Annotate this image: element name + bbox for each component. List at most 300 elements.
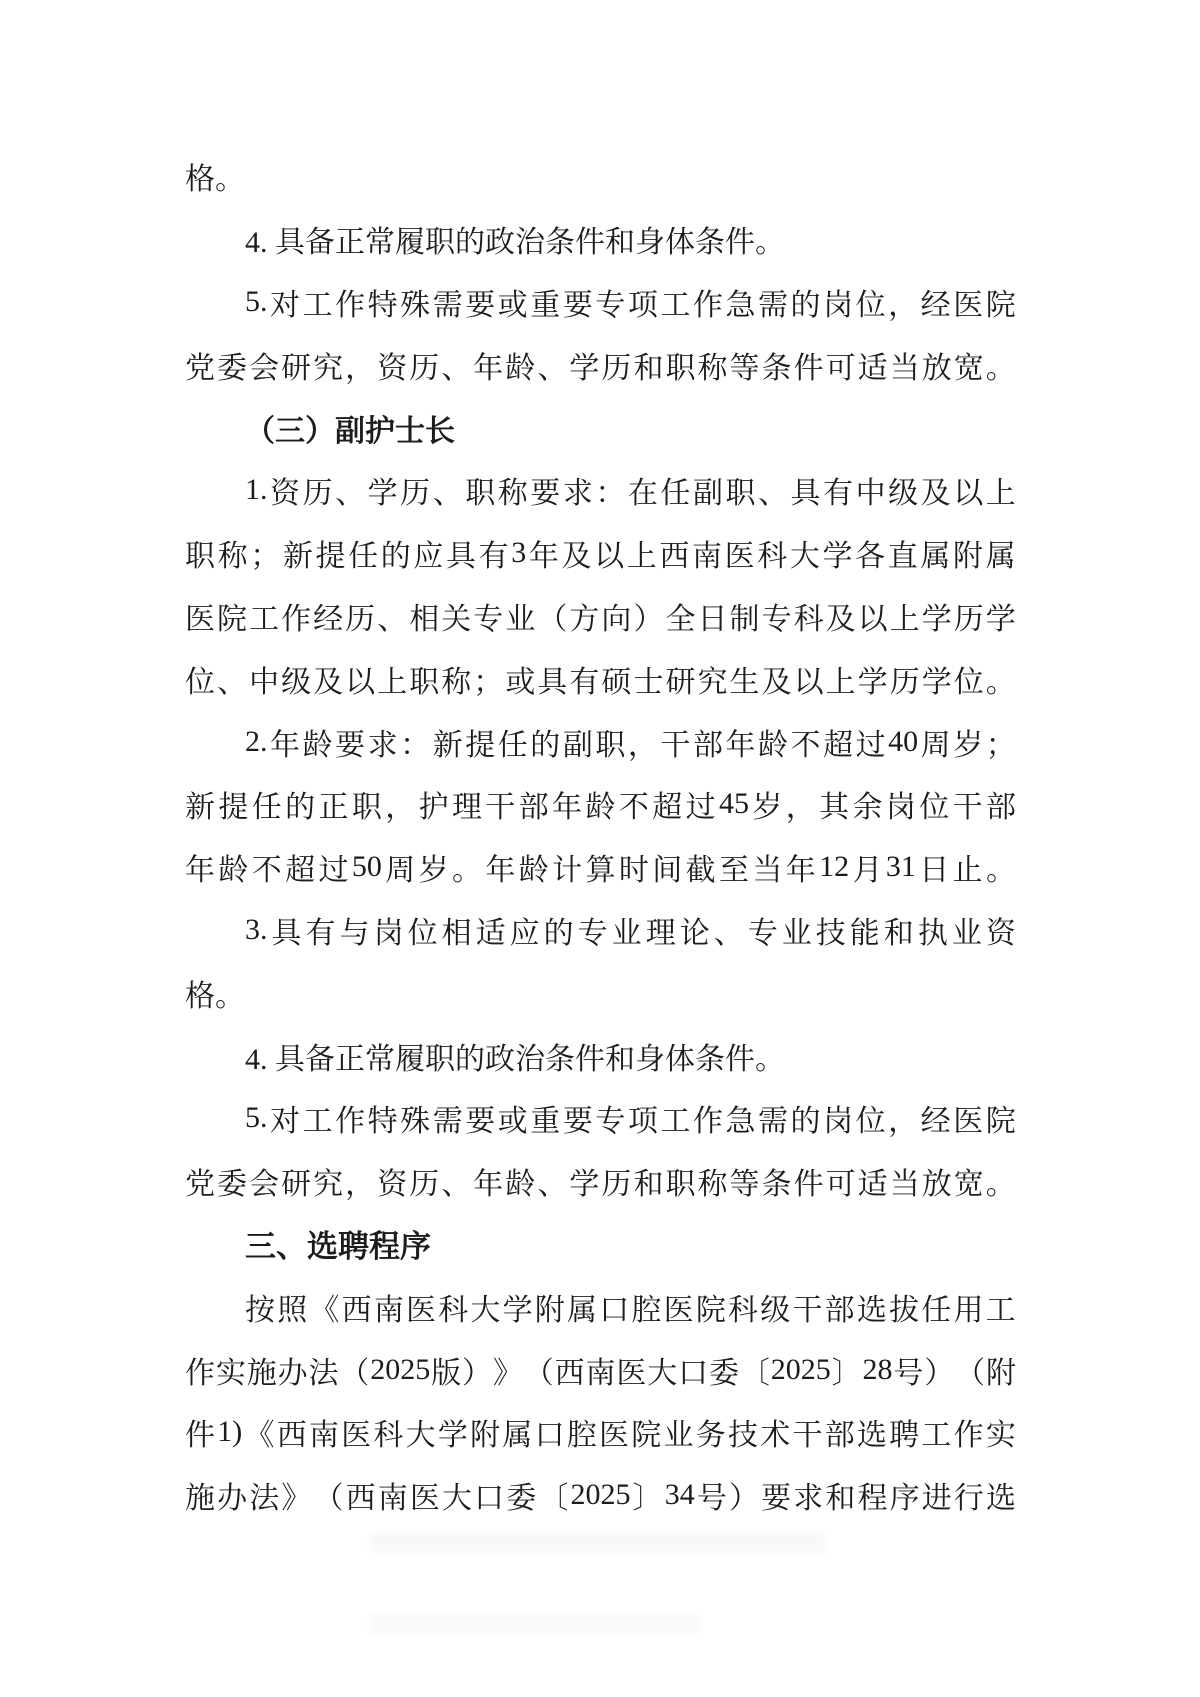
text-token: 重 (530, 288, 561, 322)
text-token: 称 (217, 540, 248, 574)
text-token: 大 (470, 1293, 501, 1327)
text-line (185, 1150, 1016, 1213)
text-token: 提 (315, 540, 346, 574)
text-token: 部 (986, 791, 1016, 825)
text-token: 上 (626, 540, 657, 574)
text-token: ） (924, 1356, 955, 1390)
text-token: 医 (953, 1105, 984, 1139)
text-token: 干 (792, 1419, 823, 1453)
text-token: （ (955, 1356, 986, 1390)
text-token: 历 (601, 351, 632, 385)
subsection-heading: （三）副护士长 (245, 414, 455, 448)
text-token: 级 (760, 1293, 791, 1327)
text-token: 宽 (953, 351, 984, 385)
text-token: 及 (313, 665, 344, 699)
text-token: 职 (665, 1168, 696, 1202)
text-token: 干 (952, 791, 983, 825)
text-token: ， (385, 791, 416, 825)
text-token: 实 (985, 1419, 1016, 1453)
text-token: 和 (883, 916, 914, 950)
section-heading: 三、选聘程序 (245, 1229, 431, 1265)
text-token: 干 (792, 1293, 823, 1327)
text-token: 算 (585, 854, 616, 888)
text-token: 学 (921, 665, 952, 699)
text-token: 业 (951, 916, 982, 950)
text-token: 不 (790, 728, 821, 762)
text-token: 历 (345, 602, 376, 636)
text-token: ； (985, 728, 1016, 762)
text-token: 南 (692, 540, 722, 574)
text-token: 施 (246, 1356, 277, 1390)
text-token: 进 (921, 1482, 952, 1516)
text-token: 部 (692, 728, 723, 762)
text-token: 龄 (585, 791, 616, 825)
text-token: 2025 (770, 1352, 831, 1386)
text-token: 周 (920, 728, 951, 762)
text-token: 院 (985, 288, 1016, 322)
text-token: 求 (367, 728, 398, 762)
text-token: 特 (367, 1105, 398, 1139)
text-token: 年 (725, 728, 756, 762)
text-token: 求 (562, 477, 593, 511)
text-token: 要 (530, 477, 561, 511)
text-token: 称 (441, 665, 472, 699)
text-token: 》 (492, 1356, 523, 1390)
text-token: 级 (281, 665, 312, 699)
text-token: 经 (920, 288, 951, 322)
text-token: 口 (599, 1293, 630, 1327)
text-token: 资 (377, 351, 408, 385)
text-token: 放 (921, 1168, 952, 1202)
text-token: 适 (475, 916, 506, 950)
text-line (185, 899, 1016, 962)
text-token: 以 (793, 665, 824, 699)
text-token: 选 (856, 1293, 887, 1327)
text-token: 口 (474, 1482, 505, 1516)
text-token: 论 (679, 916, 710, 950)
text-token: 。 (985, 351, 1016, 385)
text-token: 1. (245, 473, 268, 507)
text-token: 需 (432, 1105, 463, 1139)
text-token: 干 (485, 791, 516, 825)
text-token: 〕 (831, 1356, 862, 1390)
text-token: 任 (921, 1293, 952, 1327)
text-token: 专 (761, 602, 792, 636)
text-token: 工 (921, 1419, 952, 1453)
text-line: 格。 (185, 979, 245, 1013)
text-token: 岗 (823, 1105, 854, 1139)
text-token: 有 (478, 540, 509, 574)
text-token: 、 (758, 477, 788, 511)
text-token: 等 (729, 351, 760, 385)
text-token: 或 (497, 288, 528, 322)
text-token: 工 (249, 602, 280, 636)
text-line (185, 1401, 1016, 1464)
text-token: 上 (889, 602, 920, 636)
text-token: 的 (285, 791, 316, 825)
text-token: 〔 (538, 1482, 569, 1516)
text-token: 党 (185, 351, 215, 385)
text-token: 聘 (889, 1419, 920, 1453)
text-token: 特 (367, 288, 398, 322)
text-token: 委 (506, 1482, 537, 1516)
text-token: ； (473, 665, 504, 699)
text-token: 学 (822, 540, 853, 574)
text-token: 学 (985, 602, 1016, 636)
text-token: 年 (185, 854, 215, 888)
text-token: 办 (217, 1482, 248, 1516)
text-token: 要 (465, 288, 496, 322)
text-token: 作 (692, 288, 723, 322)
text-token: 岁 (752, 791, 783, 825)
text-token: 位 (185, 665, 215, 699)
text-token: 28 (862, 1352, 893, 1386)
text-token: 需 (758, 288, 788, 322)
text-line (185, 459, 1016, 522)
text-token: 科 (438, 1293, 469, 1327)
text-token: 和 (633, 351, 664, 385)
text-token: 放 (921, 351, 952, 385)
text-token: 属 (985, 540, 1016, 574)
text-token: ： (595, 477, 626, 511)
text-token: 委 (709, 1356, 739, 1390)
text-token: 副 (692, 477, 723, 511)
text-token: 南 (585, 1356, 616, 1390)
text-token: 能 (849, 916, 880, 950)
text-token: 干 (660, 728, 691, 762)
text-token: 研 (665, 665, 696, 699)
text-token: 余 (852, 791, 883, 825)
text-line (185, 773, 1016, 836)
text-token: （ (537, 602, 568, 636)
text-token: 医 (599, 1419, 630, 1453)
text-token: 适 (857, 1168, 888, 1202)
text-token: ； (250, 540, 281, 574)
text-token: 序 (889, 1482, 920, 1516)
text-token: 当 (889, 1168, 920, 1202)
text-token: 工 (985, 1293, 1016, 1327)
text-token: 作 (692, 1105, 723, 1139)
text-token: ） (462, 1356, 492, 1390)
text-token: 提 (465, 728, 496, 762)
text-token: 的 (530, 728, 561, 762)
text-token: 称 (697, 1168, 728, 1202)
text-token: 当 (752, 854, 783, 888)
text-token: 不 (618, 791, 649, 825)
text-token: 属 (502, 1419, 533, 1453)
text-token: 制 (729, 602, 760, 636)
text-line (185, 710, 1016, 773)
text-token: 求 (793, 1482, 824, 1516)
text-token: 5. (245, 1101, 268, 1135)
text-token: 、 (432, 477, 463, 511)
text-token: 间 (652, 854, 683, 888)
text-token: 作 (335, 288, 366, 322)
text-line: 格。 (185, 163, 245, 197)
text-token: 其 (819, 791, 850, 825)
text-token: 方 (569, 602, 600, 636)
text-token: 及 (825, 602, 856, 636)
text-token: 在 (627, 477, 658, 511)
text-token: 龄 (518, 854, 549, 888)
text-token: 科 (728, 1293, 759, 1327)
text-token: 年 (473, 1168, 504, 1202)
text-token: 职 (409, 665, 440, 699)
text-token: 具 (446, 540, 476, 574)
text-token: 条 (761, 1168, 792, 1202)
text-token: 周 (385, 854, 416, 888)
text-token: 超 (652, 791, 683, 825)
text-token: 急 (725, 1105, 756, 1139)
text-token: 3 (511, 536, 527, 570)
text-token: 、 (441, 1168, 472, 1202)
text-token: 等 (729, 1168, 760, 1202)
text-line: 4. 具备正常履职的政治条件和身体条件。 (245, 1042, 785, 1076)
text-token: （ (313, 1482, 344, 1516)
text-line (185, 271, 1016, 334)
text-token: 生 (729, 665, 760, 699)
text-token: 。 (985, 665, 1016, 699)
text-token: 以 (594, 540, 625, 574)
text-token: 委 (217, 351, 248, 385)
text-token: 要 (465, 1105, 496, 1139)
text-token: 资 (985, 916, 1016, 950)
text-token: 研 (281, 351, 312, 385)
text-line (185, 647, 1016, 710)
text-token: 时 (618, 854, 649, 888)
text-token: 西 (276, 1419, 307, 1453)
text-token: 属 (920, 540, 951, 574)
text-token: 、 (713, 916, 744, 950)
text-token: 适 (857, 351, 888, 385)
text-token: 历 (409, 1168, 440, 1202)
text-token: 业 (663, 1419, 694, 1453)
text-token: ） (729, 1482, 759, 1516)
text-token: 年 (552, 791, 583, 825)
text-token: 位 (953, 665, 984, 699)
text-token: 医 (406, 1293, 437, 1327)
text-token: 位 (855, 1105, 886, 1139)
text-token: 资 (377, 1168, 408, 1202)
text-token: 历 (409, 351, 440, 385)
text-token: 技 (727, 1419, 758, 1453)
text-token: 龄 (758, 728, 788, 762)
text-token: 行 (953, 1482, 984, 1516)
text-token: 以 (857, 602, 888, 636)
text-token: 。 (986, 854, 1016, 888)
text-token: 〕 (632, 1482, 663, 1516)
text-token: 具 (790, 477, 821, 511)
text-token: 研 (281, 1168, 312, 1202)
scan-artifact (370, 1614, 700, 1634)
text-token: 学 (569, 351, 600, 385)
text-line (185, 1275, 1016, 1338)
text-token: 硕 (601, 665, 632, 699)
text-token: 专 (577, 916, 608, 950)
text-token: 术 (760, 1419, 791, 1453)
text-token: 龄 (218, 854, 249, 888)
text-token: 、 (377, 602, 408, 636)
text-token: 上 (825, 665, 856, 699)
text-token: 有 (823, 477, 854, 511)
text-token: 历 (601, 1168, 632, 1202)
text-token: 医 (185, 602, 215, 636)
text-token: 全 (665, 602, 696, 636)
text-token: 位 (855, 288, 886, 322)
text-token: 相 (409, 602, 440, 636)
text-token: 附 (986, 1356, 1016, 1390)
text-token: 31 (885, 850, 916, 884)
text-token: 称 (497, 477, 528, 511)
text-token: 历 (400, 477, 431, 511)
text-token: 工 (302, 1105, 333, 1139)
text-token: 对 (270, 1105, 301, 1139)
text-token: 急 (725, 288, 756, 322)
text-token: 称 (697, 351, 728, 385)
text-token: 以 (953, 477, 984, 511)
text-token: 西 (659, 540, 690, 574)
text-token: 需 (432, 288, 463, 322)
text-token: 龄 (302, 728, 333, 762)
text-token: 位 (407, 916, 438, 950)
text-token: 会 (249, 351, 280, 385)
text-token: 1) (217, 1415, 243, 1449)
text-token: 和 (633, 1168, 664, 1202)
text-token: 办 (277, 1356, 308, 1390)
text-token: 历 (302, 477, 333, 511)
text-token: 副 (562, 728, 593, 762)
text-token: 岗 (885, 791, 916, 825)
text-token: 资 (270, 477, 301, 511)
text-token: 计 (552, 854, 583, 888)
text-token: 新 (432, 728, 463, 762)
text-token: 年 (528, 540, 559, 574)
text-token: 中 (855, 477, 886, 511)
text-token: 号 (893, 1356, 924, 1390)
text-token: 业 (611, 916, 642, 950)
text-token: ， (345, 351, 376, 385)
text-token: 院 (695, 1293, 726, 1327)
text-token: 究 (313, 351, 344, 385)
text-token: 法 (249, 1482, 280, 1516)
text-token: 拔 (889, 1293, 920, 1327)
text-line: 4. 具备正常履职的政治条件和身体条件。 (245, 226, 785, 260)
text-token: 学 (857, 665, 888, 699)
text-token: 应 (413, 540, 444, 574)
text-token: 南 (373, 1293, 404, 1327)
text-token: 要 (562, 288, 593, 322)
text-token: 正 (318, 791, 349, 825)
text-token: 要 (761, 1482, 792, 1516)
text-token: 护 (418, 791, 449, 825)
text-token: 具 (537, 665, 568, 699)
text-token: 过 (685, 791, 716, 825)
text-token: 50 (351, 850, 382, 884)
text-token: 士 (633, 665, 664, 699)
text-token: （ (523, 1356, 554, 1390)
text-token: ， (888, 1105, 919, 1139)
text-token: 或 (497, 1105, 528, 1139)
text-token: 作 (335, 1105, 366, 1139)
text-token: 及 (761, 665, 792, 699)
text-token: 可 (825, 351, 856, 385)
text-token: 科 (757, 540, 788, 574)
text-token: ： (400, 728, 431, 762)
text-token: 工 (660, 288, 691, 322)
text-token: 业 (781, 916, 812, 950)
text-token: 岗 (823, 288, 854, 322)
text-token: 截 (685, 854, 716, 888)
text-token: 任 (660, 477, 691, 511)
text-token: 院 (631, 1419, 662, 1453)
text-token: 南 (377, 1482, 408, 1516)
text-token: 过 (855, 728, 886, 762)
scan-artifact (370, 1533, 825, 1553)
text-token: 附 (470, 1419, 501, 1453)
text-token: 》 (281, 1482, 312, 1516)
text-token: 上 (377, 665, 408, 699)
text-token: 条 (761, 351, 792, 385)
text-token: 《 (244, 1419, 275, 1453)
text-token: 学 (921, 602, 952, 636)
text-token: 腔 (566, 1419, 597, 1453)
text-token: 件 (793, 1168, 824, 1202)
text-token: 学 (437, 1419, 468, 1453)
text-token: 40 (888, 724, 919, 758)
text-token: ， (627, 728, 658, 762)
text-token: 件 (793, 351, 824, 385)
text-token: 西 (345, 1482, 376, 1516)
text-token: 大 (789, 540, 820, 574)
text-token: 作 (281, 602, 312, 636)
text-token: 大 (405, 1419, 436, 1453)
text-token: 学 (569, 1168, 600, 1202)
text-token: 超 (285, 854, 316, 888)
text-line (185, 522, 1016, 585)
text-token: 以 (345, 665, 376, 699)
text-token: 年 (485, 854, 516, 888)
text-token: 部 (518, 791, 549, 825)
text-token: 、 (537, 1168, 568, 1202)
text-token: 日 (919, 854, 950, 888)
text-token: 部 (824, 1419, 855, 1453)
text-token: 究 (313, 1168, 344, 1202)
text-token: 的 (790, 1105, 821, 1139)
text-token: 医 (341, 1419, 372, 1453)
text-token: 科 (373, 1419, 404, 1453)
text-line (185, 333, 1016, 396)
text-token: 腔 (631, 1293, 662, 1327)
text-token: 或 (505, 665, 536, 699)
text-token: 业 (505, 602, 536, 636)
text-token: 学 (367, 477, 398, 511)
text-token: 任 (497, 728, 528, 762)
text-token: 职 (725, 477, 756, 511)
text-token: （ (339, 1356, 370, 1390)
text-token: 医 (409, 1482, 440, 1516)
text-token: 医 (663, 1293, 694, 1327)
text-token: 及 (920, 477, 951, 511)
text-token: 工 (660, 1105, 691, 1139)
text-token: 、 (441, 351, 472, 385)
text-token: 专 (473, 602, 504, 636)
text-token: 务 (695, 1419, 726, 1453)
text-token: 岁 (953, 728, 984, 762)
text-token: 专 (595, 288, 626, 322)
text-token: 月 (852, 854, 883, 888)
text-token: ， (785, 791, 816, 825)
text-token: 部 (824, 1293, 855, 1327)
